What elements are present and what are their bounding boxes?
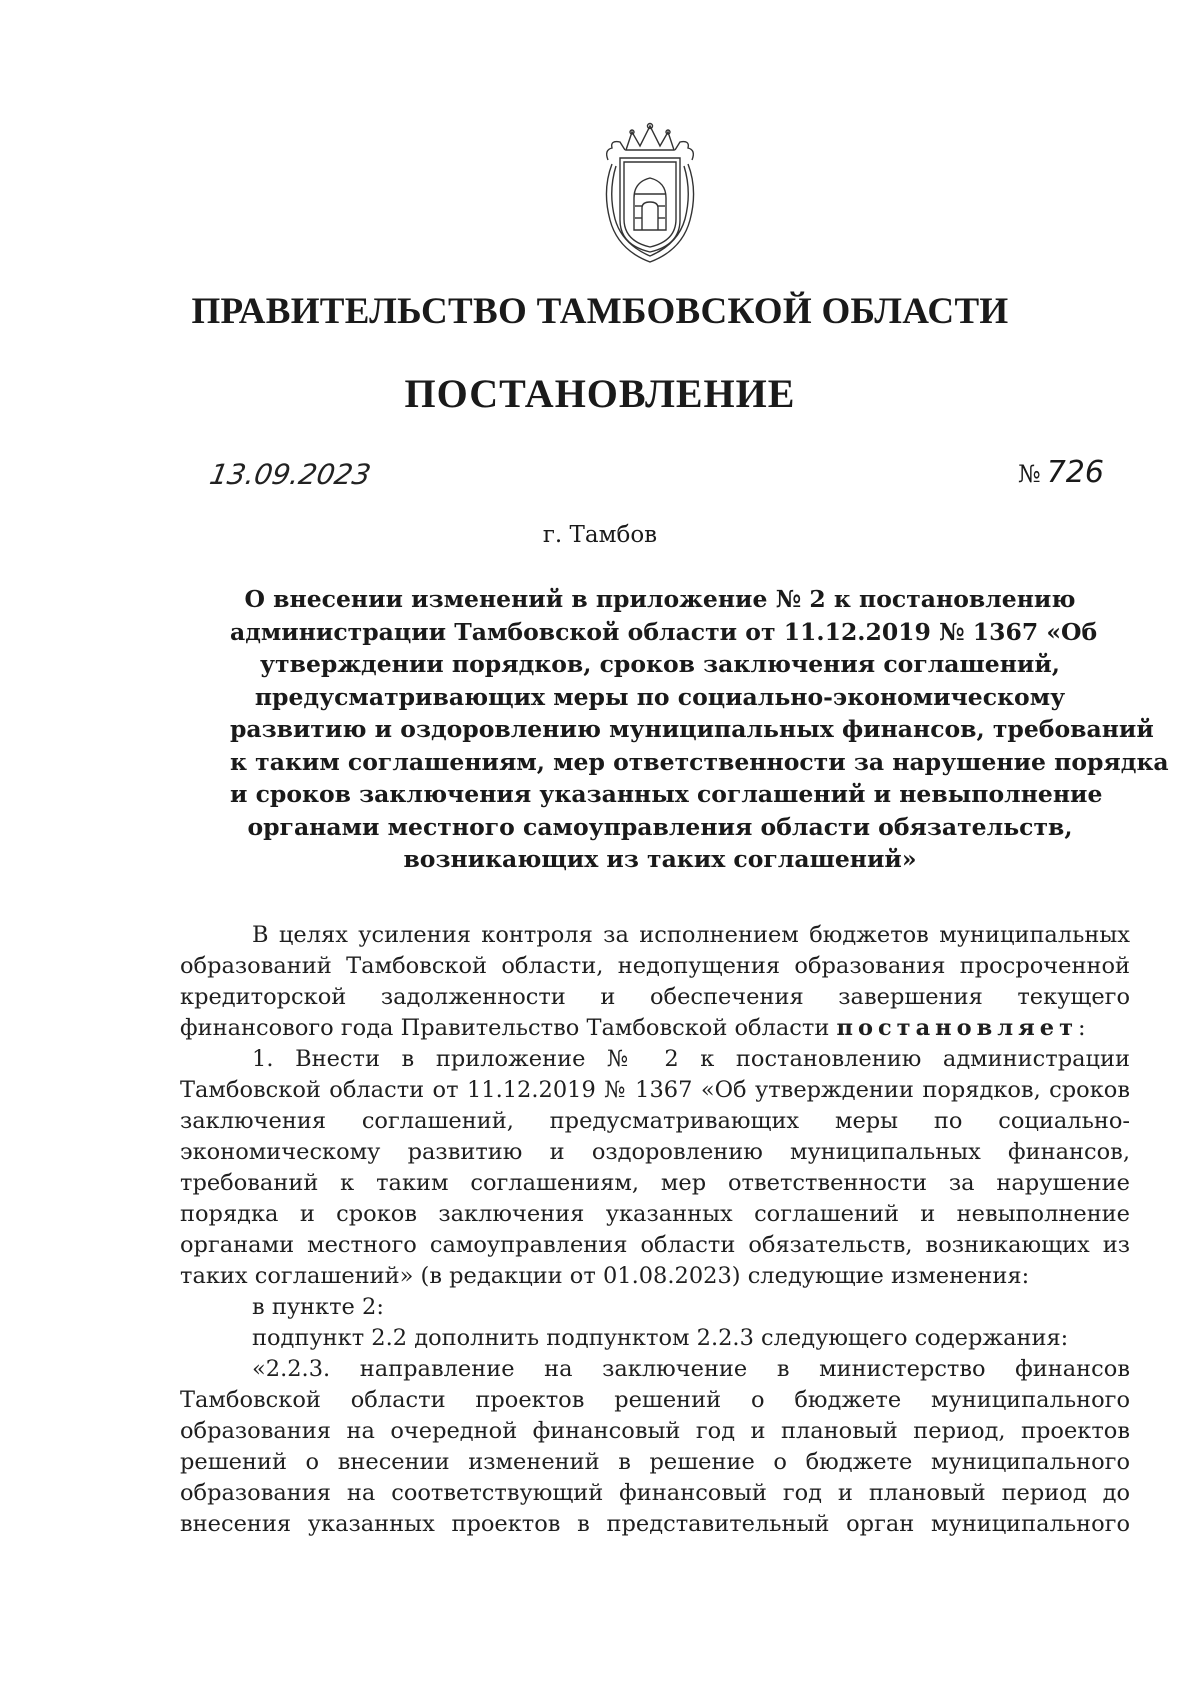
body-line: В целях усиления контроля за исполнением бюджетов муниципальных [252,922,1130,948]
organization-title: ПРАВИТЕЛЬСТВО ТАМБОВСКОЙ ОБЛАСТИ [191,291,1009,332]
body-line: образования на соответствующий финансовый год и плановый период до [180,1480,1130,1506]
title-line: развитию и оздоровлению муниципальных финансов, требований [230,715,1154,743]
document-date: 13.09.2023 [207,458,374,491]
title-line: органами местного самоуправления области обязательств, [247,812,1073,841]
body-line: органами местного самоуправления области обязательств, возникающих из [180,1232,1130,1258]
document-number [1018,455,1104,490]
body-line: заключения соглашений, предусматривающих меры по социально- [180,1108,1130,1134]
document-body [180,920,1130,1540]
resolution-word: постановляет [836,1015,1079,1041]
document-type: ПОСТАНОВЛЕНИЕ [404,371,796,416]
body-line: подпункт 2.2 дополнить подпунктом 2.2.3 следующего содержания: [252,1325,1069,1351]
number-value: 726 [1046,455,1104,490]
title-line: и сроков заключения указанных соглашений и невыполнение [230,780,1103,808]
body-line: в пункте 2: [252,1294,384,1320]
title-line: к таким соглашениям, мер ответственности за нарушение порядка [230,747,1169,776]
body-line: внесения указанных проектов в представительный орган муниципального [180,1511,1130,1537]
body-line: кредиторской задолженности и обеспечения завершения текущего [180,984,1130,1010]
coat-of-arms-icon [590,120,710,270]
body-line: образования на очередной финансовый год и плановый период, проектов [180,1418,1130,1444]
body-line: образований Тамбовской области, недопущения образования просроченной [180,953,1130,979]
body-text: : [1078,1015,1086,1041]
title-line: О внесении изменений в приложение № 2 к постановлению [244,585,1076,613]
body-line: Тамбовской области от 11.12.2019 № 1367 «Об утверждении порядков, сроков [180,1077,1130,1103]
body-line: решений о внесении изменений в решение о бюджете муниципального [180,1449,1130,1475]
body-text: финансового года Правительство Тамбовской области [180,1015,830,1041]
body-line: экономическому развитию и оздоровлению муниципальных финансов, [180,1139,1130,1165]
title-line: администрации Тамбовской области от 11.12.2019 № 1367 «Об [230,617,1098,646]
body-line: таких соглашений» (в редакции от 01.08.2023) следующие изменения: [180,1263,1030,1289]
body-line: 1. Внести в приложение № 2 к постановлению администрации [252,1046,1130,1072]
body-line: Тамбовской области проектов решений о бюджете муниципального [180,1387,1130,1413]
title-line: утверждении порядков, сроков заключения соглашений, [260,650,1060,678]
title-line: возникающих из таких соглашений» [403,845,917,873]
title-line: предусматривающих меры по социально-экономическому [254,682,1066,711]
city-label: г. Тамбов [542,522,658,548]
document-title [230,583,1169,876]
body-line: «2.2.3. направление на заключение в министерство финансов [252,1356,1130,1382]
body-line [180,1013,1130,1044]
body-line: требований к таким соглашениям, мер ответственности за нарушение [180,1170,1130,1196]
body-line: порядка и сроков заключения указанных соглашений и невыполнение [180,1201,1130,1227]
number-sign: № [1018,460,1041,488]
